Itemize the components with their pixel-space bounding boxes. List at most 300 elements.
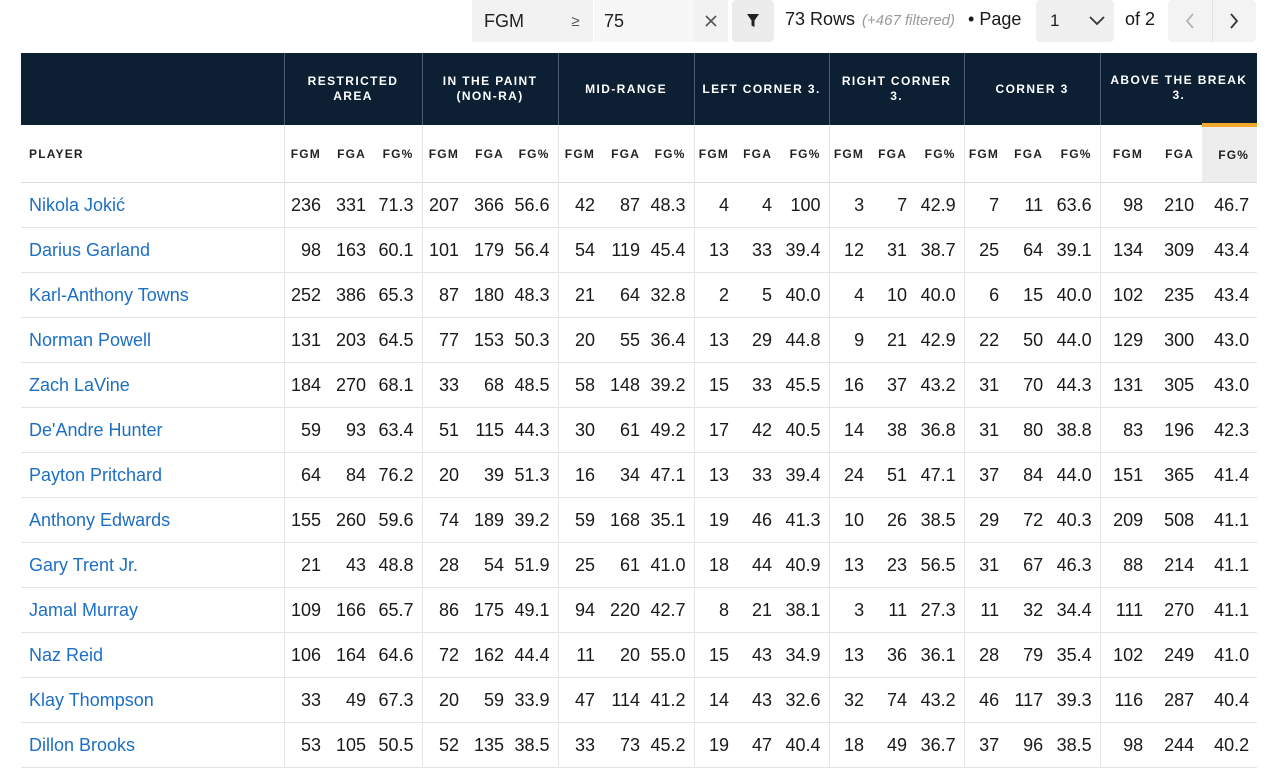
stat-cell: 43.4 — [1202, 228, 1257, 273]
page-total: of 2 — [1125, 9, 1156, 29]
stat-cell: 13 — [829, 543, 872, 588]
stat-cell: 11 — [872, 588, 915, 633]
stat-cell: 203 — [329, 318, 374, 363]
column-header-fg[interactable]: FG% — [1051, 125, 1100, 183]
stat-cell: 44.0 — [1051, 318, 1100, 363]
player-cell — [21, 588, 284, 633]
stat-cell: 42.9 — [915, 318, 964, 363]
stat-cell: 129 — [1100, 318, 1151, 363]
stat-cell: 49 — [872, 723, 915, 768]
column-header-fgm[interactable]: FGM — [964, 125, 1007, 183]
group-header-restricted-area: RESTRICTED AREA — [284, 53, 422, 125]
player-link[interactable]: Norman Powell — [29, 329, 152, 350]
stat-cell: 42 — [558, 183, 603, 228]
stat-cell: 55 — [603, 318, 648, 363]
stat-cell: 42.3 — [1202, 408, 1257, 453]
stat-cell: 210 — [1151, 183, 1202, 228]
player-cell — [21, 543, 284, 588]
pager — [1168, 0, 1256, 42]
stat-cell: 61 — [603, 408, 648, 453]
column-header-fgm[interactable]: FGM — [422, 125, 467, 183]
stat-cell: 47 — [737, 723, 780, 768]
chevron-left-icon — [1185, 13, 1195, 29]
stat-cell: 98 — [1100, 723, 1151, 768]
stat-cell: 48.3 — [512, 273, 558, 318]
stat-cell: 3 — [829, 588, 872, 633]
table-row — [21, 453, 1257, 498]
row-count: 73 Rows — [785, 9, 856, 29]
stat-cell: 27.3 — [915, 588, 964, 633]
table-row — [21, 633, 1257, 678]
stat-cell: 39.2 — [512, 498, 558, 543]
stat-cell: 236 — [284, 183, 329, 228]
table-row — [21, 363, 1257, 408]
stat-cell: 11 — [1007, 183, 1051, 228]
stat-cell: 41.1 — [1202, 543, 1257, 588]
stat-cell: 56.5 — [915, 543, 964, 588]
stat-cell: 41.4 — [1202, 453, 1257, 498]
current-page: 1 — [1050, 11, 1060, 30]
stat-cell: 59.6 — [374, 498, 422, 543]
stat-cell: 65.7 — [374, 588, 422, 633]
stat-cell: 63.6 — [1051, 183, 1100, 228]
stat-cell: 63.4 — [374, 408, 422, 453]
stat-cell: 94 — [558, 588, 603, 633]
stat-cell: 67.3 — [374, 678, 422, 723]
stat-cell: 40.5 — [780, 408, 829, 453]
stat-cell: 43 — [737, 678, 780, 723]
stat-cell: 43.0 — [1202, 318, 1257, 363]
stat-cell: 47.1 — [648, 453, 694, 498]
stat-cell: 31 — [872, 228, 915, 273]
stat-cell: 7 — [872, 183, 915, 228]
stat-cell: 196 — [1151, 408, 1202, 453]
stat-cell: 287 — [1151, 678, 1202, 723]
stat-cell: 32 — [829, 678, 872, 723]
stat-cell: 87 — [603, 183, 648, 228]
stat-cell: 28 — [422, 543, 467, 588]
stat-cell: 74 — [872, 678, 915, 723]
player-link[interactable]: Jamal Murray — [29, 599, 139, 620]
player-link[interactable]: Payton Pritchard — [29, 464, 163, 485]
stat-cell: 53 — [284, 723, 329, 768]
stat-cell: 179 — [467, 228, 512, 273]
stat-cell: 16 — [829, 363, 872, 408]
group-header-right-corner-3: RIGHT CORNER 3. — [829, 53, 964, 125]
stat-cell: 40.0 — [1051, 273, 1100, 318]
stat-cell: 43.2 — [915, 363, 964, 408]
stat-cell: 38.8 — [1051, 408, 1100, 453]
stat-cell: 49 — [329, 678, 374, 723]
stat-cell: 386 — [329, 273, 374, 318]
stat-cell: 59 — [467, 678, 512, 723]
stat-cell: 28 — [964, 633, 1007, 678]
stat-cell: 44.3 — [1051, 363, 1100, 408]
stat-cell: 73 — [603, 723, 648, 768]
stat-cell: 331 — [329, 183, 374, 228]
stat-cell: 366 — [467, 183, 512, 228]
stat-cell: 220 — [603, 588, 648, 633]
table-row — [21, 543, 1257, 588]
stat-cell: 45.5 — [780, 363, 829, 408]
stat-cell: 43.2 — [915, 678, 964, 723]
stat-cell: 40.3 — [1051, 498, 1100, 543]
stat-cell: 148 — [603, 363, 648, 408]
player-cell — [21, 723, 284, 768]
player-link[interactable]: Gary Trent Jr. — [29, 554, 139, 575]
stat-cell: 32 — [1007, 588, 1051, 633]
stat-cell: 39.4 — [780, 453, 829, 498]
stat-cell: 207 — [422, 183, 467, 228]
stat-cell: 39.1 — [1051, 228, 1100, 273]
clear-filter-button[interactable] — [694, 0, 728, 42]
stat-cell: 56.4 — [512, 228, 558, 273]
stat-cell: 13 — [829, 633, 872, 678]
stat-cell: 46 — [964, 678, 1007, 723]
stat-cell: 36.1 — [915, 633, 964, 678]
stat-cell: 101 — [422, 228, 467, 273]
column-header-row — [21, 125, 1257, 183]
column-header-fga[interactable]: FGA — [329, 125, 374, 183]
stat-cell: 40.2 — [1202, 723, 1257, 768]
stat-cell: 309 — [1151, 228, 1202, 273]
table-row — [21, 183, 1257, 228]
table-row — [21, 678, 1257, 723]
column-header-fga[interactable]: FGA — [737, 125, 780, 183]
stat-cell: 153 — [467, 318, 512, 363]
player-cell — [21, 273, 284, 318]
stat-cell: 175 — [467, 588, 512, 633]
stat-cell: 214 — [1151, 543, 1202, 588]
stat-cell: 30 — [558, 408, 603, 453]
stat-cell: 168 — [603, 498, 648, 543]
group-header-row — [21, 53, 1257, 125]
filter-icon — [746, 13, 760, 29]
stat-cell: 68.1 — [374, 363, 422, 408]
player-link[interactable]: Nikola Jokić — [29, 194, 126, 215]
stat-cell: 109 — [284, 588, 329, 633]
stat-cell: 31 — [964, 408, 1007, 453]
player-link[interactable]: Anthony Edwards — [29, 509, 171, 530]
player-link[interactable]: Dillon Brooks — [29, 734, 136, 755]
player-cell — [21, 633, 284, 678]
stat-cell: 96 — [1007, 723, 1051, 768]
stat-cell: 508 — [1151, 498, 1202, 543]
stat-cell: 18 — [694, 543, 737, 588]
table-body — [21, 183, 1257, 768]
column-header-fg[interactable]: FG% — [512, 125, 558, 183]
apply-filter-button[interactable] — [732, 0, 774, 42]
stat-cell: 36.7 — [915, 723, 964, 768]
stat-cell: 76.2 — [374, 453, 422, 498]
stat-cell: 11 — [964, 588, 1007, 633]
stat-cell: 21 — [737, 588, 780, 633]
stat-cell: 33 — [422, 363, 467, 408]
player-cell — [21, 498, 284, 543]
table-row — [21, 228, 1257, 273]
column-header-fga[interactable]: FGA — [1007, 125, 1051, 183]
stat-cell: 39.3 — [1051, 678, 1100, 723]
filtered-count: (+467 filtered) — [862, 12, 956, 29]
stat-cell: 11 — [558, 633, 603, 678]
stat-cell: 3 — [829, 183, 872, 228]
stat-cell: 88 — [1100, 543, 1151, 588]
stat-cell: 41.2 — [648, 678, 694, 723]
column-header-fga[interactable]: FGA — [1151, 125, 1202, 183]
stat-cell: 36.4 — [648, 318, 694, 363]
stat-cell: 64 — [603, 273, 648, 318]
stat-cell: 61 — [603, 543, 648, 588]
stat-cell: 10 — [872, 273, 915, 318]
group-header-mid-range: MID-RANGE — [558, 53, 694, 125]
stat-cell: 33 — [737, 453, 780, 498]
stat-cell: 38.7 — [915, 228, 964, 273]
stat-cell: 33 — [737, 228, 780, 273]
stat-cell: 71.3 — [374, 183, 422, 228]
stat-cell: 40.4 — [1202, 678, 1257, 723]
stat-cell: 80 — [1007, 408, 1051, 453]
stat-cell: 18 — [829, 723, 872, 768]
stat-cell: 55.0 — [648, 633, 694, 678]
rows-info — [785, 9, 1021, 30]
shooting-stats-table — [21, 53, 1257, 768]
stat-cell: 79 — [1007, 633, 1051, 678]
stat-cell: 260 — [329, 498, 374, 543]
player-cell — [21, 363, 284, 408]
stat-cell: 51 — [872, 453, 915, 498]
stat-cell: 244 — [1151, 723, 1202, 768]
stat-cell: 135 — [467, 723, 512, 768]
player-cell — [21, 228, 284, 273]
stat-cell: 252 — [284, 273, 329, 318]
stat-cell: 24 — [829, 453, 872, 498]
stat-cell: 305 — [1151, 363, 1202, 408]
stat-cell: 2 — [694, 273, 737, 318]
stat-cell: 16 — [558, 453, 603, 498]
stat-cell: 37 — [964, 453, 1007, 498]
filter-value-input[interactable]: 75 — [594, 0, 694, 42]
stat-cell: 365 — [1151, 453, 1202, 498]
stat-cell: 93 — [329, 408, 374, 453]
stat-cell: 115 — [467, 408, 512, 453]
column-header-fgm[interactable]: FGM — [694, 125, 737, 183]
stat-cell: 31 — [964, 543, 1007, 588]
player-link[interactable]: Klay Thompson — [29, 689, 154, 710]
stat-cell: 86 — [422, 588, 467, 633]
stat-cell: 23 — [872, 543, 915, 588]
table-toolbar — [0, 0, 1280, 53]
stat-cell: 84 — [1007, 453, 1051, 498]
stat-cell: 42.9 — [915, 183, 964, 228]
stat-cell: 4 — [829, 273, 872, 318]
stat-cell: 13 — [694, 318, 737, 363]
stat-cell: 46 — [737, 498, 780, 543]
stat-cell: 52 — [422, 723, 467, 768]
stat-cell: 106 — [284, 633, 329, 678]
stat-cell: 44 — [737, 543, 780, 588]
stat-cell: 39.4 — [780, 228, 829, 273]
stat-cell: 34.9 — [780, 633, 829, 678]
player-link[interactable]: Karl-Anthony Towns — [29, 284, 189, 305]
stat-cell: 300 — [1151, 318, 1202, 363]
filter-column-select[interactable]: FGM — [472, 0, 558, 42]
stat-cell: 25 — [964, 228, 1007, 273]
stat-cell: 29 — [737, 318, 780, 363]
stat-cell: 10 — [829, 498, 872, 543]
prev-page-button[interactable] — [1168, 0, 1212, 42]
player-link[interactable]: Naz Reid — [29, 644, 104, 665]
stat-cell: 36 — [872, 633, 915, 678]
stat-cell: 5 — [737, 273, 780, 318]
stat-cell: 131 — [1100, 363, 1151, 408]
column-header-fga[interactable]: FGA — [603, 125, 648, 183]
player-cell — [21, 678, 284, 723]
stat-cell: 64.6 — [374, 633, 422, 678]
stat-cell: 70 — [1007, 363, 1051, 408]
stat-cell: 21 — [558, 273, 603, 318]
stat-cell: 29 — [964, 498, 1007, 543]
column-header-fgm[interactable]: FGM — [284, 125, 329, 183]
stat-cell: 117 — [1007, 678, 1051, 723]
stat-cell: 72 — [1007, 498, 1051, 543]
stat-cell: 102 — [1100, 633, 1151, 678]
stat-cell: 48.5 — [512, 363, 558, 408]
player-link[interactable]: Zach LaVine — [29, 374, 130, 395]
stat-cell: 13 — [694, 453, 737, 498]
group-header-above-the-break-3: ABOVE THE BREAK 3. — [1100, 53, 1257, 125]
stat-cell: 33 — [284, 678, 329, 723]
stat-cell: 6 — [964, 273, 1007, 318]
stat-cell: 44.0 — [1051, 453, 1100, 498]
stat-cell: 14 — [829, 408, 872, 453]
stat-cell: 50.3 — [512, 318, 558, 363]
table-row — [21, 723, 1257, 768]
stat-cell: 134 — [1100, 228, 1151, 273]
stat-cell: 40.9 — [780, 543, 829, 588]
stat-cell: 44.4 — [512, 633, 558, 678]
stat-cell: 13 — [694, 228, 737, 273]
stat-cell: 41.0 — [1202, 633, 1257, 678]
column-header-fga[interactable]: FGA — [467, 125, 512, 183]
group-header-left-corner-3: LEFT CORNER 3. — [694, 53, 829, 125]
stat-cell: 43 — [737, 633, 780, 678]
stat-cell: 105 — [329, 723, 374, 768]
stat-cell: 49.2 — [648, 408, 694, 453]
column-header-fgm[interactable]: FGM — [829, 125, 872, 183]
column-header-player[interactable]: PLAYER — [21, 125, 284, 183]
stat-cell: 37 — [964, 723, 1007, 768]
stat-cell: 65.3 — [374, 273, 422, 318]
stat-cell: 40.0 — [780, 273, 829, 318]
stat-cell: 38.5 — [915, 498, 964, 543]
stat-cell: 42.7 — [648, 588, 694, 633]
stat-cell: 47 — [558, 678, 603, 723]
stat-cell: 21 — [284, 543, 329, 588]
stat-cell: 189 — [467, 498, 512, 543]
stat-cell: 270 — [329, 363, 374, 408]
stat-cell: 38.1 — [780, 588, 829, 633]
stat-cell: 68 — [467, 363, 512, 408]
player-link[interactable]: Darius Garland — [29, 239, 151, 260]
stat-cell: 270 — [1151, 588, 1202, 633]
column-header-fg[interactable]: FG% — [648, 125, 694, 183]
stat-cell: 51 — [422, 408, 467, 453]
page-label: • Page — [968, 9, 1022, 29]
column-header-fg[interactable]: FG% — [1202, 125, 1257, 183]
stat-cell: 98 — [1100, 183, 1151, 228]
next-page-button[interactable] — [1212, 0, 1257, 42]
stat-cell: 100 — [780, 183, 829, 228]
group-header-corner-3: CORNER 3 — [964, 53, 1100, 125]
stat-cell: 34.4 — [1051, 588, 1100, 633]
stat-cell: 19 — [694, 723, 737, 768]
stat-cell: 51.9 — [512, 543, 558, 588]
stat-cell: 15 — [694, 363, 737, 408]
page-select[interactable] — [1036, 0, 1114, 42]
stat-cell: 33 — [737, 363, 780, 408]
stat-cell: 111 — [1100, 588, 1151, 633]
stat-cell: 15 — [1007, 273, 1051, 318]
stat-cell: 43.0 — [1202, 363, 1257, 408]
filter-operator-select[interactable]: ≥ — [558, 0, 593, 42]
stat-cell: 58 — [558, 363, 603, 408]
stat-cell: 43 — [329, 543, 374, 588]
stat-cell: 20 — [558, 318, 603, 363]
stat-cell: 50.5 — [374, 723, 422, 768]
table-row — [21, 318, 1257, 363]
stat-cell: 31 — [964, 363, 1007, 408]
stat-cell: 74 — [422, 498, 467, 543]
chevron-right-icon — [1229, 13, 1239, 29]
stat-cell: 180 — [467, 273, 512, 318]
stat-cell: 116 — [1100, 678, 1151, 723]
stat-cell: 164 — [329, 633, 374, 678]
stat-cell: 20 — [603, 633, 648, 678]
stat-cell: 64 — [1007, 228, 1051, 273]
stat-cell: 184 — [284, 363, 329, 408]
column-header-fgm[interactable]: FGM — [558, 125, 603, 183]
stat-cell: 38.5 — [1051, 723, 1100, 768]
stat-cell: 43.4 — [1202, 273, 1257, 318]
stat-cell: 37 — [872, 363, 915, 408]
stat-cell: 40.4 — [780, 723, 829, 768]
stat-cell: 17 — [694, 408, 737, 453]
stat-cell: 60.1 — [374, 228, 422, 273]
table-row — [21, 588, 1257, 633]
stat-cell: 46.3 — [1051, 543, 1100, 588]
column-header-fg[interactable]: FG% — [915, 125, 964, 183]
player-link[interactable]: De'Andre Hunter — [29, 419, 163, 440]
column-header-fga[interactable]: FGA — [872, 125, 915, 183]
stat-cell: 64.5 — [374, 318, 422, 363]
stat-cell: 41.3 — [780, 498, 829, 543]
stat-cell: 19 — [694, 498, 737, 543]
column-header-fg[interactable]: FG% — [780, 125, 829, 183]
stat-cell: 64 — [284, 453, 329, 498]
stat-cell: 21 — [872, 318, 915, 363]
stat-cell: 54 — [558, 228, 603, 273]
stat-cell: 59 — [558, 498, 603, 543]
column-header-fgm[interactable]: FGM — [1100, 125, 1151, 183]
column-header-fg[interactable]: FG% — [374, 125, 422, 183]
stat-cell: 163 — [329, 228, 374, 273]
stat-cell: 39 — [467, 453, 512, 498]
stat-cell: 72 — [422, 633, 467, 678]
table-row — [21, 498, 1257, 543]
stat-cell: 39.2 — [648, 363, 694, 408]
stat-cell: 49.1 — [512, 588, 558, 633]
stat-cell: 47.1 — [915, 453, 964, 498]
